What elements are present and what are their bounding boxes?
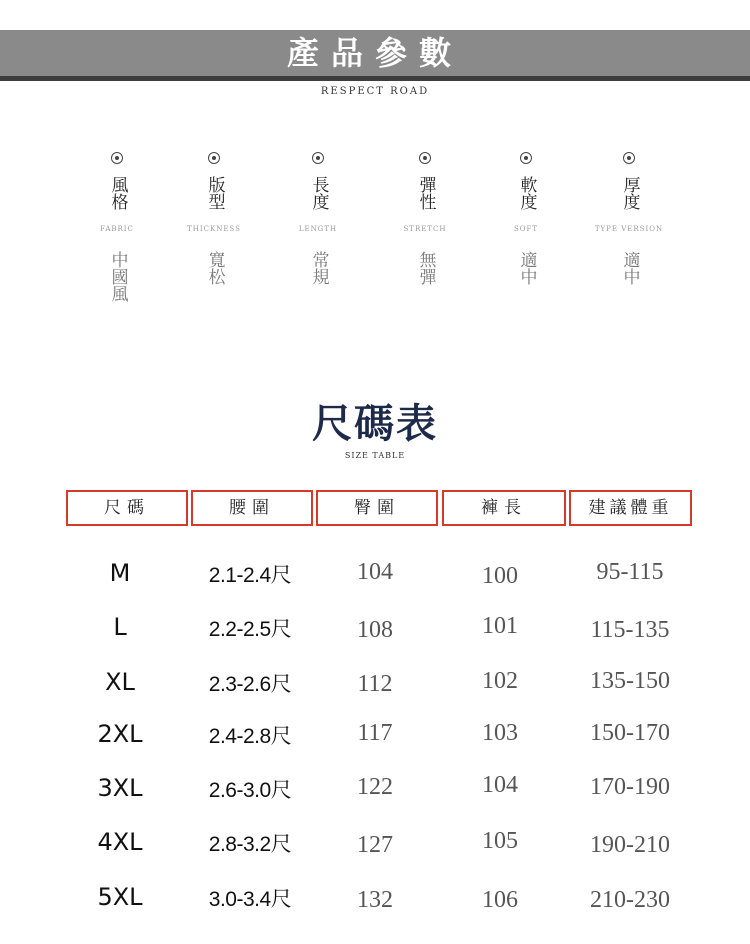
param-stretch <box>380 152 470 285</box>
cell-waist: 2.8-3.2尺 <box>208 833 292 856</box>
cell-size: 5XL <box>97 883 143 911</box>
cell-size: M <box>109 559 131 587</box>
cell-weight: 115-135 <box>590 617 670 643</box>
cell-hip: 112 <box>357 671 393 697</box>
param-softness <box>481 152 571 285</box>
param-value: 常規 <box>308 251 329 285</box>
cell-size: 4XL <box>97 828 143 856</box>
cell-hip: 127 <box>357 832 393 858</box>
cell-size: L <box>113 613 127 641</box>
cell-length: 104 <box>482 772 518 798</box>
header-length: 褲長 <box>442 490 566 526</box>
cell-size: XL <box>105 668 135 696</box>
table-row <box>0 613 750 653</box>
param-thickness <box>584 152 674 285</box>
cell-size: 3XL <box>97 774 143 802</box>
param-value: 中國風 <box>107 251 128 302</box>
radio-dot-icon <box>208 152 220 164</box>
radio-dot-icon <box>111 152 123 164</box>
param-en-label: THICKNESS <box>187 225 241 233</box>
cell-length: 105 <box>482 828 518 854</box>
param-value: 無彈 <box>415 251 436 285</box>
cell-size: 2XL <box>97 720 143 748</box>
param-label: 長度 <box>308 176 329 210</box>
header-waist: 腰圍 <box>191 490 313 526</box>
table-row <box>0 883 750 923</box>
param-en-label: SOFT <box>513 225 539 233</box>
cell-hip: 104 <box>357 559 393 585</box>
size-table-subtitle: SIZE TABLE <box>344 451 406 460</box>
param-label: 版型 <box>204 176 225 210</box>
cell-waist: 2.4-2.8尺 <box>208 725 292 748</box>
cell-weight: 150-170 <box>590 720 670 746</box>
radio-dot-icon <box>312 152 324 164</box>
cell-weight: 210-230 <box>590 887 670 913</box>
cell-length: 103 <box>482 720 518 746</box>
header-hip: 臀圍 <box>316 490 438 526</box>
size-table-title: 尺碼表 <box>312 400 438 447</box>
cell-length: 101 <box>482 613 518 639</box>
cell-weight: 95-115 <box>596 559 664 585</box>
cell-hip: 108 <box>357 617 393 643</box>
table-row <box>0 559 750 599</box>
param-fit <box>169 152 259 285</box>
radio-dot-icon <box>520 152 532 164</box>
param-en-label: LENGTH <box>298 225 338 233</box>
cell-hip: 122 <box>357 774 393 800</box>
param-en-label: FABRIC <box>100 225 134 233</box>
param-value: 適中 <box>516 251 537 285</box>
cell-weight: 135-150 <box>590 668 670 694</box>
param-value: 寬松 <box>204 251 225 285</box>
table-row <box>0 668 750 708</box>
cell-waist: 2.2-2.5尺 <box>208 618 292 641</box>
cell-length: 106 <box>482 887 518 913</box>
param-style <box>72 152 162 302</box>
param-length <box>273 152 363 285</box>
param-label: 軟度 <box>516 176 537 210</box>
header-weight: 建議體重 <box>569 490 692 526</box>
cell-waist: 2.6-3.0尺 <box>208 779 292 802</box>
header-size: 尺碼 <box>66 490 188 526</box>
cell-weight: 170-190 <box>590 774 670 800</box>
param-label: 彈性 <box>415 176 436 210</box>
cell-hip: 117 <box>357 720 393 746</box>
cell-waist: 3.0-3.4尺 <box>208 888 292 911</box>
radio-dot-icon <box>419 152 431 164</box>
param-en-label: STRETCH <box>403 225 447 233</box>
cell-hip: 132 <box>357 887 393 913</box>
radio-dot-icon <box>623 152 635 164</box>
param-label: 風格 <box>107 176 128 210</box>
page-title: 產品參數 <box>286 34 463 72</box>
table-row <box>0 720 750 760</box>
cell-length: 102 <box>482 668 518 694</box>
param-label: 厚度 <box>619 176 640 210</box>
table-row <box>0 828 750 868</box>
cell-waist: 2.3-2.6尺 <box>208 673 292 696</box>
table-row <box>0 774 750 814</box>
param-en-label: TYPE VERSION <box>594 225 664 233</box>
cell-waist: 2.1-2.4尺 <box>208 564 292 587</box>
page-subtitle: RESPECT ROAD <box>320 86 430 97</box>
param-value: 適中 <box>619 251 640 285</box>
cell-weight: 190-210 <box>590 832 670 858</box>
cell-length: 100 <box>482 563 518 589</box>
